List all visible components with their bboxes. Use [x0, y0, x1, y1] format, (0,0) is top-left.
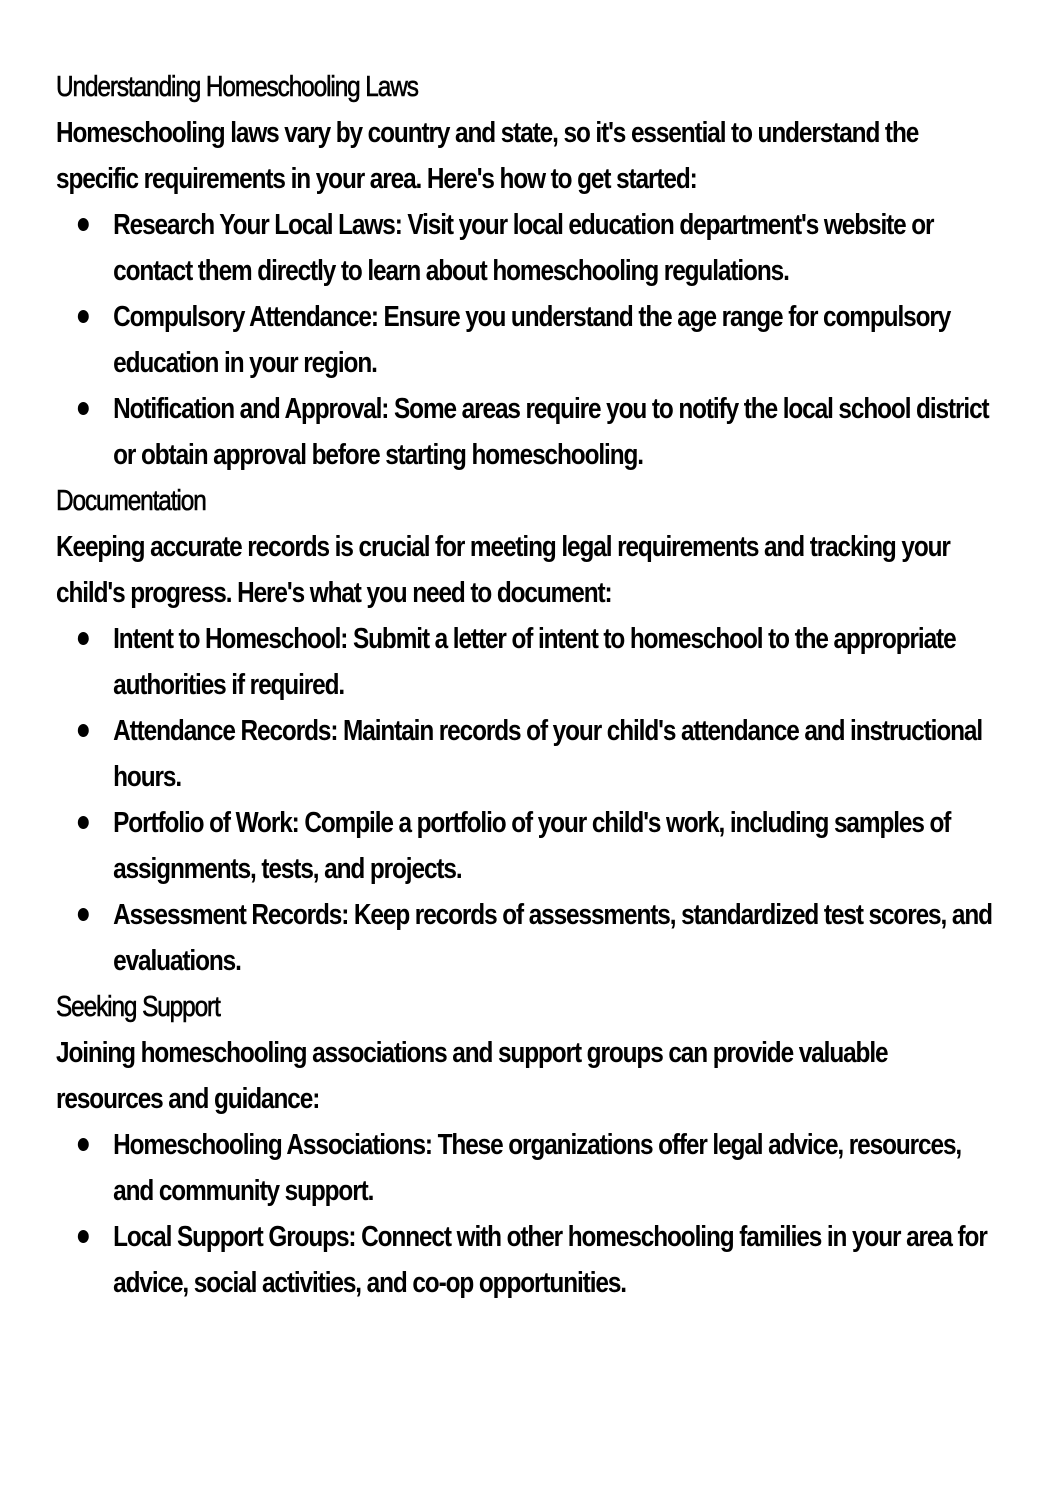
bullet-icon: [78, 310, 89, 323]
list-item: [56, 1214, 997, 1306]
list-item-text: Intent to Homeschool: Submit a letter of intent to homeschool to the appropriate authorities if required.: [113, 623, 956, 701]
list-item-text: Homeschooling Associations: These organizations offer legal advice, resources, and community support.: [113, 1129, 962, 1207]
bullet-list: [56, 1122, 997, 1306]
list-item: [56, 616, 997, 708]
document-body: [56, 64, 997, 1306]
list-item-text: Local Support Groups: Connect with other homeschooling families in your area for advice, social activities, and co-op opportunities.: [113, 1221, 987, 1299]
bullet-list: [56, 202, 997, 478]
section-heading: Seeking Support: [56, 991, 220, 1023]
bullet-icon: [78, 1230, 89, 1243]
list-item-text: Compulsory Attendance: Ensure you understand the age range for compulsory education in your region.: [113, 301, 951, 379]
bullet-icon: [78, 816, 89, 829]
list-item: [56, 708, 997, 800]
list-item-text: Research Your Local Laws: Visit your local education department's website or contact them directly to learn about homeschooling regulations.: [113, 209, 934, 287]
bullet-icon: [78, 632, 89, 645]
list-item: [56, 202, 997, 294]
bullet-icon: [78, 908, 89, 921]
section-homeschooling-laws: [56, 64, 997, 478]
list-item-text: Attendance Records: Maintain records of your child's attendance and instructional hours.: [113, 715, 983, 793]
section-seeking-support: [56, 984, 997, 1306]
section-heading: Documentation: [56, 485, 206, 517]
section-documentation: [56, 478, 997, 984]
bullet-icon: [78, 402, 89, 415]
section-intro: Joining homeschooling associations and support groups can provide valuable resources and guidance:: [56, 1037, 888, 1115]
bullet-list: [56, 616, 997, 984]
bullet-icon: [78, 1138, 89, 1151]
list-item-text: Notification and Approval: Some areas require you to notify the local school district or obtain approval before starting homeschooling.: [113, 393, 989, 471]
list-item: [56, 892, 997, 984]
section-heading: Understanding Homeschooling Laws: [56, 71, 418, 103]
list-item: [56, 294, 997, 386]
section-intro: Homeschooling laws vary by country and state, so it's essential to understand the specific requirements in your area. Here's how to get started:: [56, 117, 919, 195]
list-item: [56, 800, 997, 892]
list-item-text: Portfolio of Work: Compile a portfolio of your child's work, including samples of assignments, tests, and projects.: [113, 807, 951, 885]
section-intro: Keeping accurate records is crucial for meeting legal requirements and tracking your child's progress. Here's what you need to document:: [56, 531, 950, 609]
bullet-icon: [78, 218, 89, 231]
list-item: [56, 1122, 997, 1214]
list-item: [56, 386, 997, 478]
list-item-text: Assessment Records: Keep records of assessments, standardized test scores, and evaluations.: [113, 899, 992, 977]
bullet-icon: [78, 724, 89, 737]
